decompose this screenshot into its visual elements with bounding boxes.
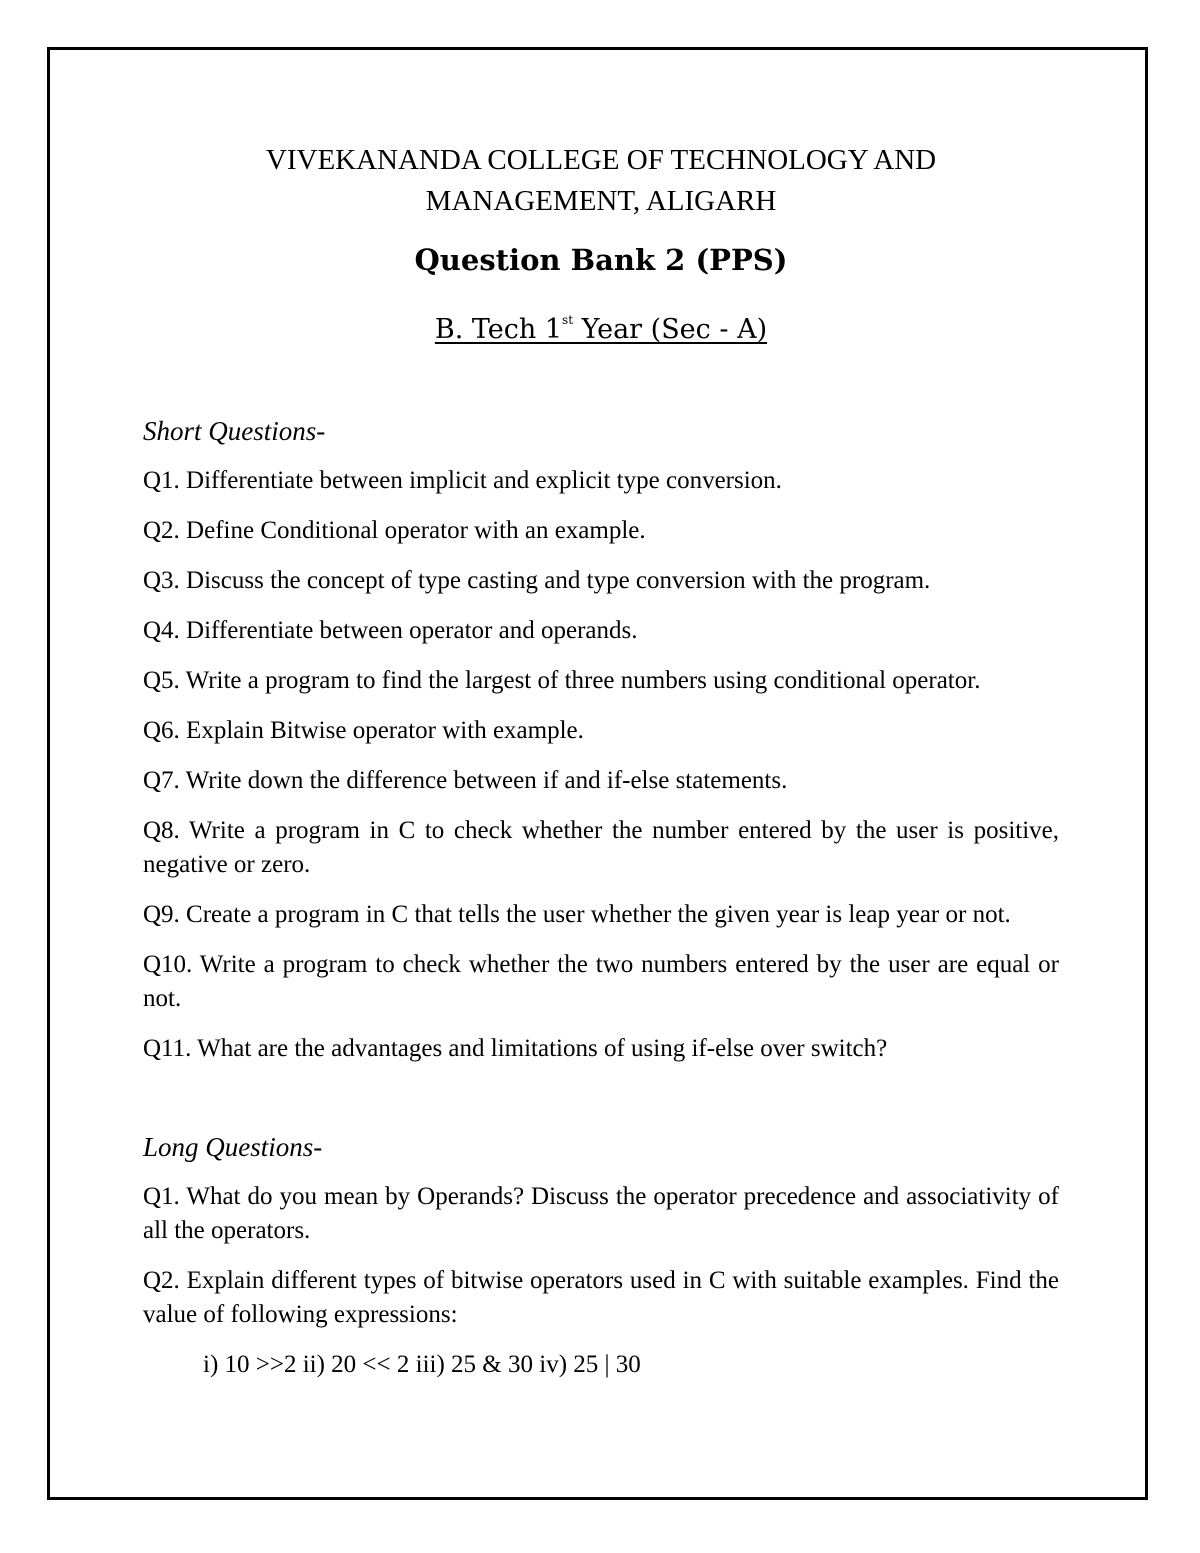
short-question: Q3. Discuss the concept of type casting and type conversion with the program. [143,567,931,594]
short-question: Q11. What are the advantages and limitations of using if-else over switch? [143,1035,888,1062]
short-question: Q1. Differentiate between implicit and explicit type conversion. [143,467,782,494]
short-question: Q8. Write a program in C to check whether the number entered by the user is positive, negative or zero. [143,817,1059,878]
long-question: Q2. Explain different types of bitwise operators used in C with suitable examples. Find the value of following expressions: [143,1267,1059,1328]
long-question: Q1. What do you mean by Operands? Discuss the operator precedence and associativity of all the operators. [143,1183,1059,1244]
subtitle-superscript: st [562,313,574,327]
short-question: Q6. Explain Bitwise operator with example. [143,717,584,744]
bitwise-expressions: i) 10 >>2 ii) 20 << 2 iii) 25 & 30 iv) 25 | 30 [203,1351,641,1378]
long-questions-heading: Long Questions- [143,1132,323,1162]
short-question: Q4. Differentiate between operator and operands. [143,617,638,644]
class-subtitle-text [435,314,767,345]
subtitle-prefix: B. Tech 1 [434,314,563,345]
short-question: Q7. Write down the difference between if and if-else statements. [143,767,788,794]
college-name-line2: MANAGEMENT, ALIGARH [425,185,777,217]
short-question: Q2. Define Conditional operator with an example. [143,517,646,544]
short-question: Q10. Write a program to check whether the two numbers entered by the user are equal or not. [143,951,1059,1012]
college-name-line1: VIVEKANANDA COLLEGE OF TECHNOLOGY AND [265,144,937,176]
college-name [143,140,1059,222]
short-question: Q9. Create a program in C that tells the user whether the given year is leap year or not. [143,901,1011,928]
class-subtitle [143,302,1059,348]
long-questions-list [143,1180,1059,1332]
short-questions-list [143,464,1059,1066]
subtitle-suffix: Year (Sec - A) [573,314,768,345]
short-questions-heading: Short Questions- [143,416,326,446]
question-bank-title: Question Bank 2 (PPS) [414,243,788,277]
short-question: Q5. Write a program to find the largest of three numbers using conditional operator. [143,667,981,694]
document-content [143,140,1059,1382]
